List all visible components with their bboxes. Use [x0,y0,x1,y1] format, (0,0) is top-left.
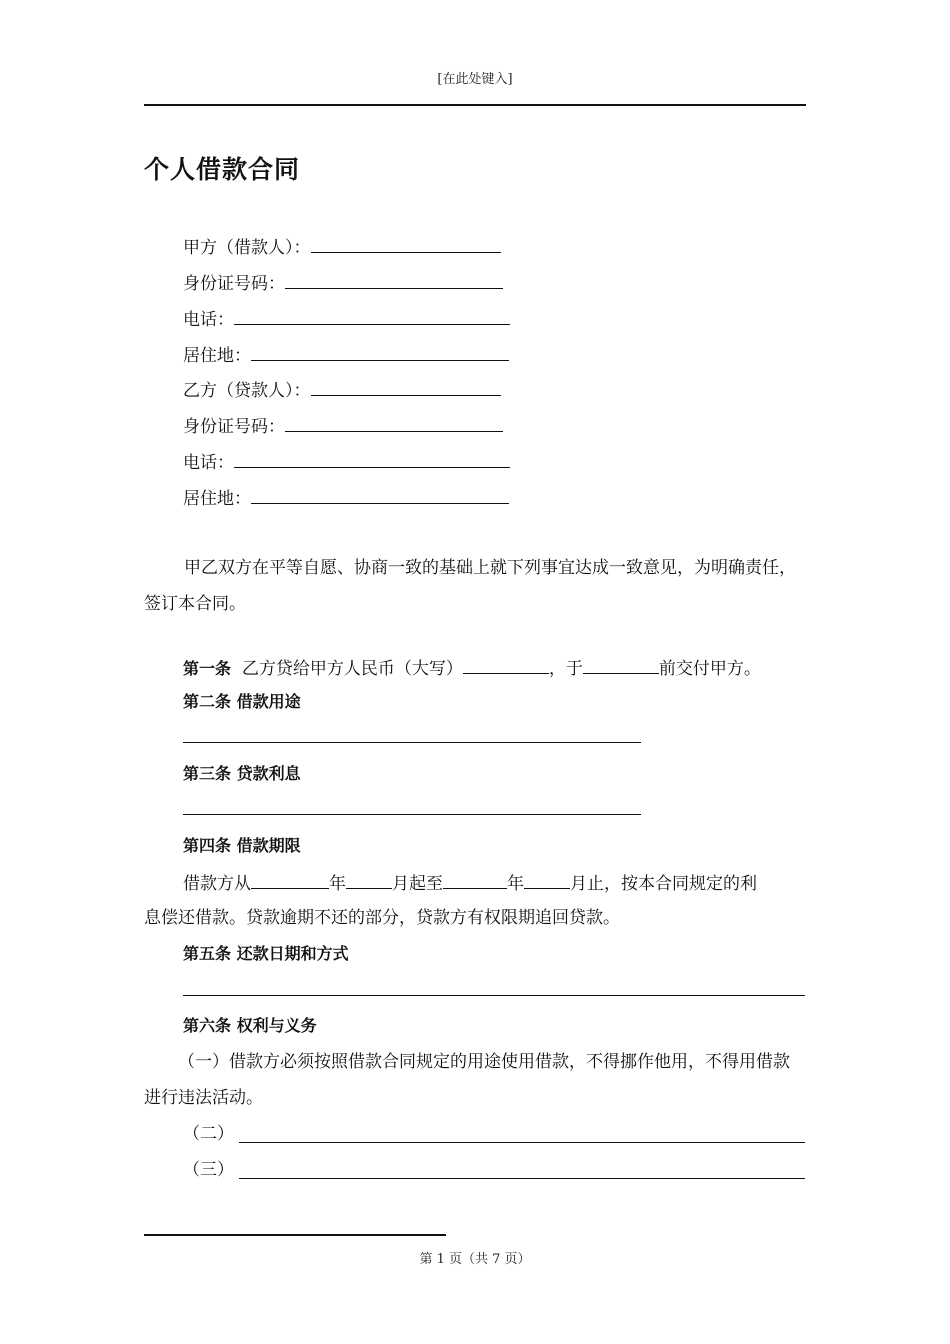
party-a-phone-label: 电话： [183,310,234,330]
header-divider [144,104,806,106]
party-b-address-label: 居住地： [183,489,251,509]
party-a-address-line [183,342,509,368]
party-b-id-label: 身份证号码： [183,417,285,437]
article-6-item-3-label: （三） [183,1160,234,1180]
page-number: 第 1 页（共 7 页） [419,1252,531,1267]
start-year-blank[interactable] [251,870,329,889]
party-a-id-line [183,270,503,296]
article-4-text-a: 借款方从 [183,874,251,894]
article-6-heading: 第六条 权利与义务 [183,1016,317,1035]
article-2-heading: 第二条 借款用途 [183,692,301,711]
article-6-item-2-blank[interactable] [239,1142,805,1143]
party-a-id-label: 身份证号码： [183,274,285,294]
article-1 [183,655,761,681]
article-6-item-3 [183,1158,234,1182]
party-a-name-line [183,234,501,260]
party-a-name-label: 甲方（借款人）： [183,238,311,258]
party-b-name-label: 乙方（贷款人）： [183,381,311,401]
article-6-item-2-label: （二） [183,1124,234,1144]
article-1-amount-blank[interactable] [463,655,549,674]
article-4-continuation: 息偿还借款。贷款逾期不还的部分，贷款方有权限期追回贷款。 [144,908,620,928]
article-4-heading: 第四条 借款期限 [183,836,301,855]
party-a-name-blank[interactable] [311,234,501,253]
article-5-heading: 第五条 还款日期和方式 [183,944,349,963]
party-b-phone-line [183,449,510,475]
party-a-address-blank[interactable] [251,342,509,361]
article-1-text-c: 前交付甲方。 [658,659,761,679]
intro-paragraph: 甲乙双方在平等自愿、协商一致的基础上就下列事宜达成一致意见，为明确责任，签订本合同。 [144,558,796,614]
page-header[interactable]: [在此处键入] [437,72,513,87]
article-3-blank[interactable] [183,814,641,815]
document-title: 个人借款合同 [144,155,301,184]
party-b-id-line [183,413,503,439]
party-b-id-blank[interactable] [285,413,503,432]
month-label-1: 月起至 [392,874,443,894]
party-b-phone-label: 电话： [183,453,234,473]
article-1-text-b: ，于 [548,659,583,679]
year-label-2: 年 [507,874,524,894]
article-1-heading: 第一条 [183,659,232,678]
end-year-blank[interactable] [443,870,507,889]
party-b-phone-blank[interactable] [234,449,510,468]
start-month-blank[interactable] [346,870,392,889]
party-a-id-blank[interactable] [285,270,503,289]
footer-divider [144,1234,446,1236]
party-a-phone-blank[interactable] [234,306,510,325]
party-b-name-line [183,377,501,403]
article-5-blank[interactable] [183,995,805,996]
article-1-text-a: 乙方贷给甲方人民币（大写） [241,659,463,679]
article-2-blank[interactable] [183,742,641,743]
article-6-item-2 [183,1122,234,1146]
month-label-2: 月止，按本合同规定的利 [570,874,757,894]
article-3-heading: 第三条 贷款利息 [183,764,301,783]
year-label-1: 年 [329,874,346,894]
party-b-address-line [183,485,509,511]
party-b-address-blank[interactable] [251,485,509,504]
party-a-phone-line [183,306,510,332]
party-b-name-blank[interactable] [311,377,501,396]
article-4-period-line [183,870,757,896]
article-6-item-1: （一）借款方必须按照借款合同规定的用途使用借款，不得挪作他用，不得用借款进行违法活动。 [144,1052,790,1108]
end-month-blank[interactable] [524,870,570,889]
article-6-item-3-blank[interactable] [239,1178,805,1179]
article-1-date-blank[interactable] [583,655,659,674]
party-a-address-label: 居住地： [183,346,251,366]
